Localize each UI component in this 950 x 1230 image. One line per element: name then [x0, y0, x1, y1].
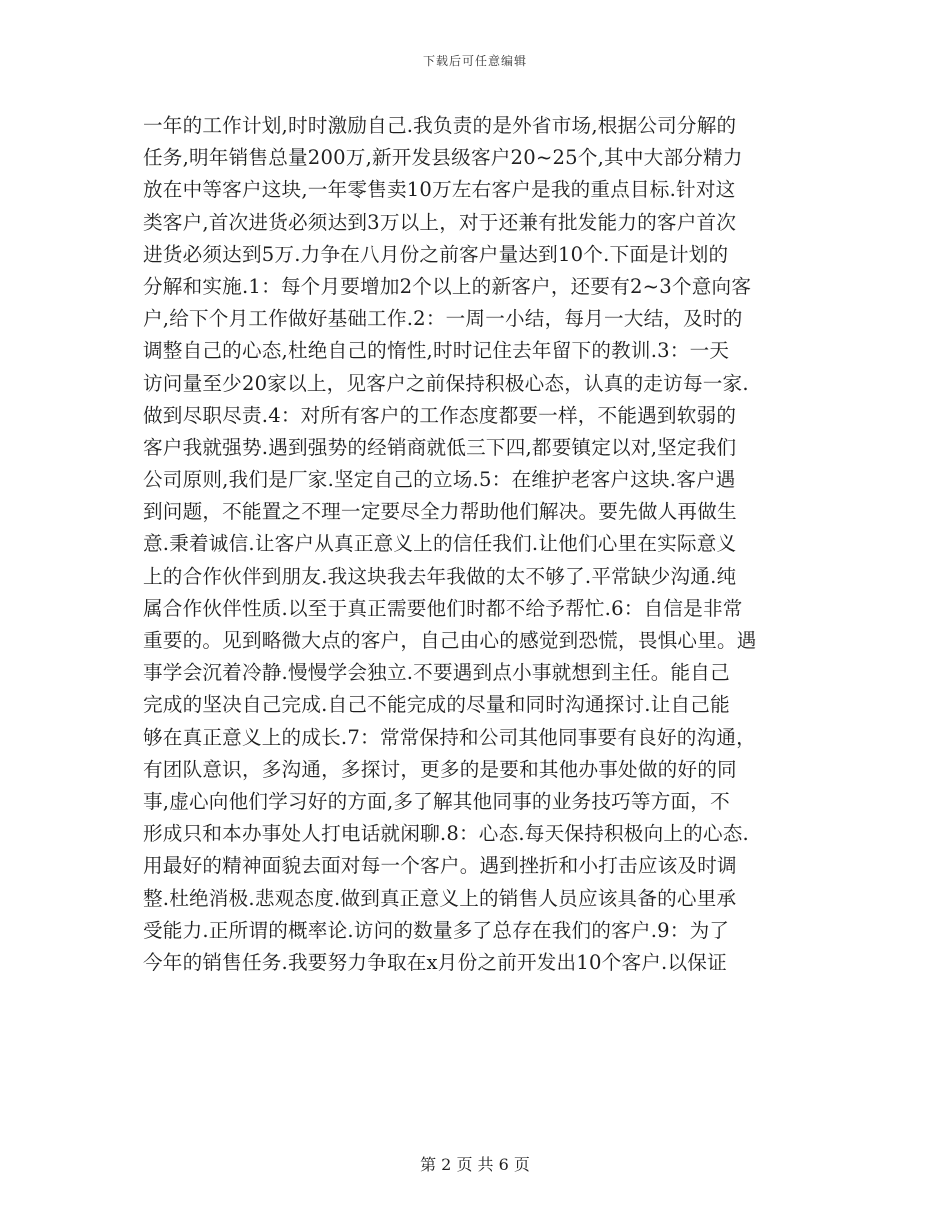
text-line: 有团队意识，多沟通，多探讨，更多的是要和其他办事处做的好的同 — [143, 757, 737, 781]
text-line: 客户我就强势.遇到强势的经销商就低三下四,都要镇定以对,坚定我们 — [143, 435, 737, 459]
text-line: 上的合作伙伴到朋友.我这块我去年我做的太不够了.平常缺少沟通.纯 — [143, 564, 737, 588]
text-line: 公司原则,我们是厂家.坚定自己的立场.5：在维护老客户这块.客户遇 — [143, 468, 736, 492]
text-line: 事,虚心向他们学习好的方面,多了解其他同事的业务技巧等方面，不 — [143, 789, 730, 813]
text-line: 用最好的精神面貌去面对每一个客户。遇到挫折和小打击应该及时调 — [143, 854, 737, 878]
text-line: 访问量至少20家以上，见客户之前保持积极心态，认真的走访每一家. — [143, 371, 749, 395]
text-line: 到问题，不能置之不理一定要尽全力帮助他们解决。要先做人再做生 — [143, 500, 737, 524]
text-line: 属合作伙伴性质.以至于真正需要他们时都不给予帮忙.6：自信是非常 — [143, 596, 743, 620]
text-line: 够在真正意义上的成长.7：常常保持和公司其他同事要有良好的沟通， — [143, 725, 756, 749]
text-line: 户,给下个月工作做好基础工作.2：一周一小结，每月一大结，及时的 — [143, 307, 743, 331]
body-text — [143, 110, 811, 979]
text-line: 做到尽职尽责.4：对所有客户的工作态度都要一样，不能遇到软弱的 — [143, 403, 737, 427]
text-line: 重要的。见到略微大点的客户，自己由心的感觉到恐慌，畏惧心里。遇 — [143, 629, 757, 652]
page-number-footer: 第 2 页 共 6 页 — [420, 1155, 530, 1174]
page-header: 下载后可任意编辑 — [422, 54, 527, 68]
text-line: 意.秉着诚信.让客户从真正意义上的信任我们.让他们心里在实际意义 — [143, 532, 737, 556]
text-line: 进货必须达到5万.力争在八月份之前客户量达到10个.下面是计划的 — [143, 242, 729, 266]
text-line: 整.杜绝消极.悲观态度.做到真正意义上的销售人员应该具备的心里承 — [143, 886, 737, 910]
text-line: 完成的坚决自己完成.自己不能完成的尽量和同时沟通探讨.让自己能 — [143, 693, 730, 717]
text-line: 放在中等客户这块,一年零售卖10万左右客户是我的重点目标.针对这 — [143, 178, 736, 202]
text-line: 类客户,首次进货必须达到3万以上，对于还兼有批发能力的客户首次 — [143, 210, 737, 234]
text-line: 调整自己的心态,杜绝自己的惰性,时时记住去年留下的教训.3：一天 — [143, 339, 730, 363]
text-line: 分解和实施.1：每个月要增加2个以上的新客户，还要有2~3个意向客 — [143, 274, 752, 298]
text-line: 事学会沉着冷静.慢慢学会独立.不要遇到点小事就想到主任。能自己 — [143, 661, 730, 685]
text-line: 形成只和本办事处人打电话就闲聊.8：心态.每天保持积极向上的心态. — [143, 822, 749, 846]
text-line: 今年的销售任务.我要努力争取在x月份之前开发出10个客户.以保证 — [143, 950, 727, 974]
text-line: 任务,明年销售总量200万,新开发县级客户20~25个,其中大部分精力 — [143, 146, 743, 170]
text-line: 一年的工作计划,时时激励自己.我负责的是外省市场,根据公司分解的 — [143, 114, 737, 137]
text-line: 受能力.正所谓的概率论.访问的数量多了总存在我们的客户.9：为了 — [143, 918, 730, 942]
